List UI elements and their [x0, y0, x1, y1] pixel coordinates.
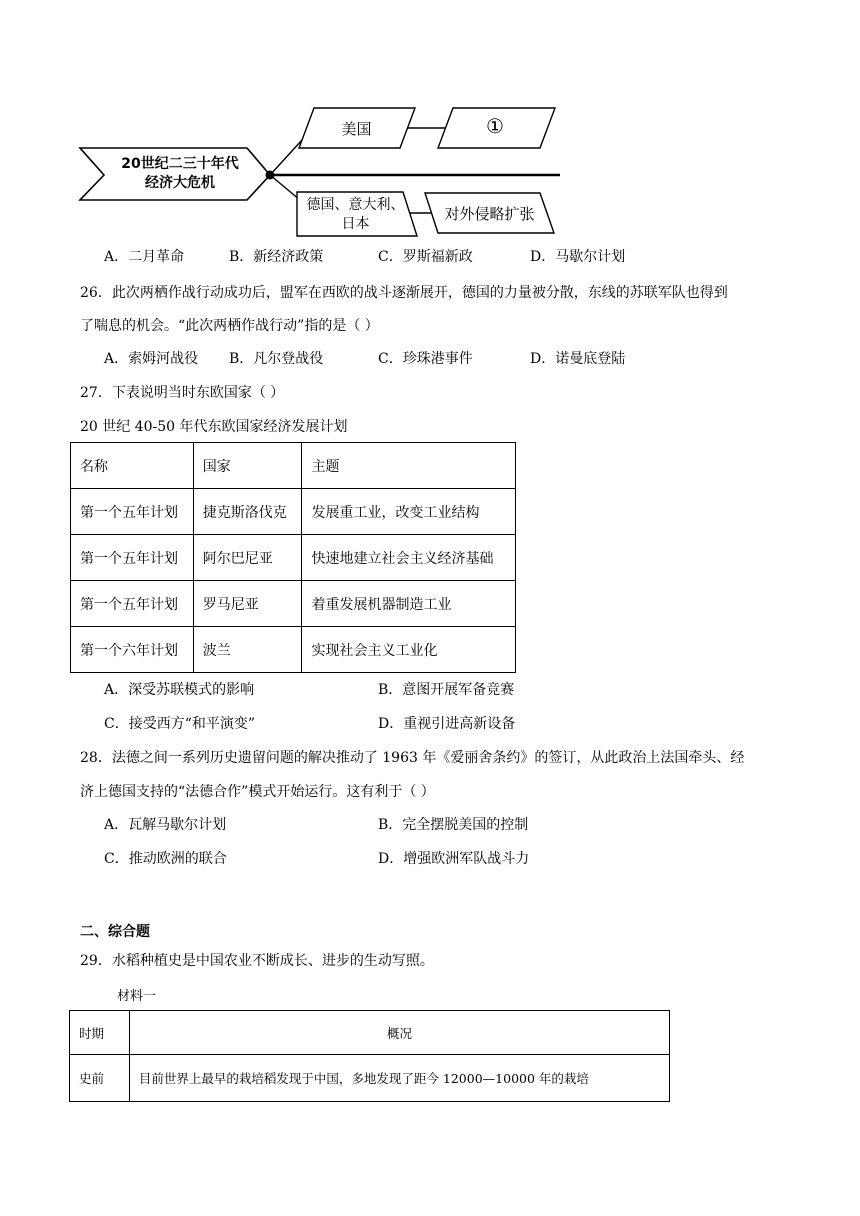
option-letter: C． [378, 351, 403, 367]
option-letter: D． [530, 249, 556, 265]
table-cell: 第一个六年计划 [71, 627, 194, 673]
option-text: 诺曼底登陆 [555, 351, 626, 367]
table-row [70, 1055, 670, 1102]
q28-option-a[interactable] [104, 814, 226, 834]
option-letter: B． [229, 249, 254, 265]
table-cell: 着重发展机器制造工业 [302, 581, 516, 627]
option-letter: B． [229, 351, 254, 367]
table-row [71, 535, 516, 581]
option-letter: B． [378, 682, 403, 698]
lower-branch-line [270, 175, 300, 200]
table-cell: 第一个五年计划 [71, 535, 194, 581]
option-letter: A． [104, 351, 129, 367]
q26-option-d[interactable] [530, 348, 625, 368]
junction-dot [266, 171, 275, 180]
table-header-cell: 名称 [71, 443, 194, 489]
table-row [71, 489, 516, 535]
diagram-center-label: 20世纪二三十年代 经济大危机 [121, 156, 239, 191]
option-letter: A． [104, 682, 129, 698]
option-letter: C． [378, 249, 403, 265]
option-text: 马歇尔计划 [555, 249, 626, 265]
q28-option-c[interactable] [104, 848, 227, 868]
section-heading: 二、综合题 [80, 924, 150, 940]
table-header-row [71, 443, 516, 489]
table-header-cell: 时期 [70, 1011, 130, 1055]
diagram-top-left-label: 美国 [341, 120, 372, 138]
diagram-top-right-label: ① [486, 114, 504, 138]
q25-option-b[interactable] [229, 246, 323, 266]
table-row [71, 627, 516, 673]
q27-option-b[interactable] [378, 679, 514, 699]
option-letter: C． [104, 716, 129, 732]
option-letter: C． [104, 851, 129, 867]
q25-option-d[interactable] [530, 246, 625, 266]
option-text: 瓦解马歇尔计划 [128, 817, 227, 833]
option-text: 罗斯福新政 [402, 249, 473, 265]
option-text: 完全摆脱美国的控制 [402, 817, 529, 833]
q27-option-a[interactable] [104, 679, 254, 699]
q27-option-d[interactable] [378, 713, 515, 733]
q25-option-c[interactable] [378, 246, 473, 266]
table-cell: 第一个五年计划 [71, 581, 194, 627]
table-cell: 阿尔巴尼亚 [193, 535, 302, 581]
table-cell: 发展重工业，改变工业结构 [302, 489, 516, 535]
q28-option-d[interactable] [378, 848, 529, 868]
option-text: 增强欧洲军队战斗力 [403, 851, 530, 867]
table-cell: 实现社会主义工业化 [302, 627, 516, 673]
q27-plan-table [70, 442, 516, 673]
diagram-bottom-left-label: 德国、意大利、 日本 [306, 197, 405, 232]
option-letter: D． [378, 851, 404, 867]
option-text: 二月革命 [128, 249, 185, 265]
option-text: 重视引进高新设备 [403, 716, 516, 732]
table-cell: 罗马尼亚 [193, 581, 302, 627]
q28-stem-line2: 济上德国支持的“法德合作”模式开始运行。这有利于（ ） [80, 784, 435, 800]
q27-table-caption: 20 世纪 40-50 年代东欧国家经济发展计划 [80, 419, 348, 435]
table-header-row [70, 1011, 670, 1055]
table-header-cell: 国家 [193, 443, 302, 489]
q27-option-c[interactable] [104, 713, 255, 733]
q29-stem: 29．水稻种植史是中国农业不断成长、进步的生动写照。 [80, 953, 434, 969]
option-letter: D． [530, 351, 556, 367]
option-text: 凡尔登战役 [253, 351, 324, 367]
q28-stem-line1: 28．法德之间一系列历史遗留问题的解决推动了 1963 年《爱丽舍条约》的签订，从此政治上法国牵头、经 [80, 750, 745, 766]
q25-option-a[interactable] [104, 246, 184, 266]
table-cell: 捷克斯洛伐克 [193, 489, 302, 535]
option-letter: D． [378, 716, 404, 732]
q26-option-b[interactable] [229, 348, 323, 368]
q26-option-c[interactable] [378, 348, 473, 368]
option-text: 推动欧洲的联合 [128, 851, 227, 867]
table-cell: 史前 [70, 1055, 130, 1102]
q29-material-label: 材料一 [117, 989, 157, 1004]
option-letter: A． [104, 817, 129, 833]
table-cell: 目前世界上最早的栽培稻发现于中国，多地发现了距今 12000—10000 年的栽培 [129, 1055, 669, 1102]
table-cell: 第一个五年计划 [71, 489, 194, 535]
table-header-cell: 主题 [302, 443, 516, 489]
table-cell: 快速地建立社会主义经济基础 [302, 535, 516, 581]
table-row [71, 581, 516, 627]
option-text: 珍珠港事件 [402, 351, 473, 367]
q26-stem-line2: 了喘息的机会。“此次两栖作战行动”指的是（ ） [80, 318, 379, 334]
option-text: 新经济政策 [253, 249, 324, 265]
crisis-diagram [0, 0, 860, 250]
option-text: 索姆河战役 [128, 351, 199, 367]
table-cell: 波兰 [193, 627, 302, 673]
q26-option-a[interactable] [104, 348, 198, 368]
diagram-bottom-right-label: 对外侵略扩张 [444, 205, 535, 223]
option-text: 接受西方“和平演变” [128, 716, 256, 732]
option-text: 意图开展军备竞赛 [402, 682, 515, 698]
q27-stem: 27．下表说明当时东欧国家（ ） [80, 385, 285, 401]
q28-option-b[interactable] [378, 814, 528, 834]
option-text: 深受苏联模式的影响 [128, 682, 255, 698]
q29-rice-history-table [69, 1010, 670, 1102]
q26-stem-line1: 26．此次两栖作战行动成功后，盟军在西欧的战斗逐渐展开，德国的力量被分散，东线的苏联军队也得到 [80, 285, 728, 301]
table-header-cell: 概况 [129, 1011, 669, 1055]
option-letter: B． [378, 817, 403, 833]
option-letter: A． [104, 249, 129, 265]
